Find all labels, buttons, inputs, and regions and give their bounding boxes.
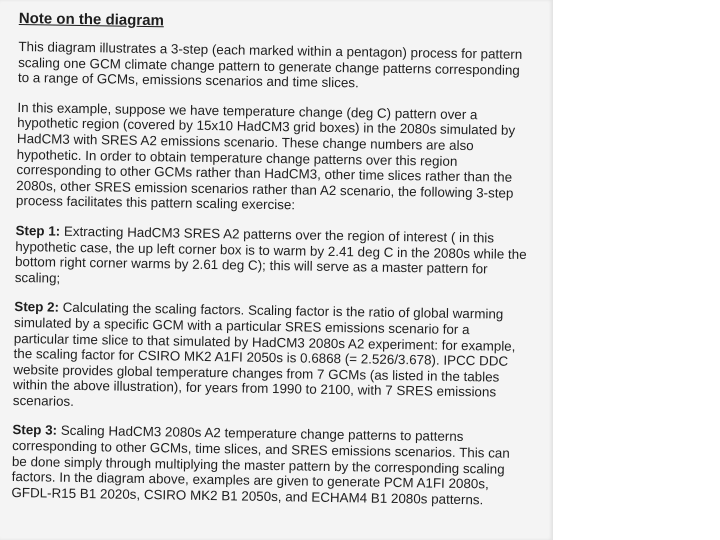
step-2-paragraph [13, 299, 527, 416]
step-1-paragraph [15, 223, 528, 293]
step-2-text: Calculating the scaling factors. Scaling factor is the ratio of global warming simulated by a specific GCM with a particular SRES emissions scenario for a particular time slice to that simulated by HadCM3 2080s A2 experiment: for example, the scaling factor for CSIRO MK2 A1FI 2050s is 0.6868 (= 2.526/3.678). IPCC DDC website provides global temperature changes from 7 GCMs (as listed in the tables within the above illustration), for years from 1990 to 2100, with 7 SRES emissions scenarios. [12, 300, 516, 409]
document-title: Note on the diagram [18, 10, 164, 30]
step-2-label: Step 2: [14, 299, 63, 316]
step-3-label: Step 3: [12, 422, 61, 439]
intro-paragraph: This diagram illustrates a 3-step (each marked within a pentagon) process for pattern scaling one GCM climate change pattern to generate change patterns corresponding to a range of GCMs, emissions scenarios and time slices. [17, 38, 523, 91]
step-1-text: Extracting HadCM3 SRES A2 patterns over the region of interest ( in this hypothetic case, the up left corner box is to warm by 2.41 deg C in the 2080s while the bottom right corner warms by 2.61 deg C); this will serve as a master pattern for scaling; [14, 223, 527, 286]
step-3-paragraph [11, 422, 524, 508]
example-paragraph: In this example, suppose we have temperature change (deg C) pattern over a hypothetic region (covered by 15x10 HadCM3 grid boxes) in the 2080s simulated by HadCM3 with SRES A2 emissions scenario. These change numbers are also hypothetic. In order to obtain temperature change patterns over this region corresponding to other GCMs rather than HadCM3, other time slices rather than the 2080s, other SRES emission scenarios rather than A2 scenario, the following 3-step process facilitates this pattern scaling exercise: [15, 99, 516, 213]
step-1-label: Step 1: [15, 222, 65, 239]
document-body [11, 10, 531, 522]
step-3-text: Scaling HadCM3 2080s A2 temperature change patterns to patterns corresponding to other GCMs, time slices, and SRES emissions scenarios. This can be done simply through multiplying the master pattern by the corresponding scaling factors. In the diagram above, examples are given to generate PCM A1FI 2080s, GFDL-R15 B1 2020s, CSIRO MK2 B1 2050s, and ECHAM4 B1 2080s patterns. [11, 423, 510, 508]
